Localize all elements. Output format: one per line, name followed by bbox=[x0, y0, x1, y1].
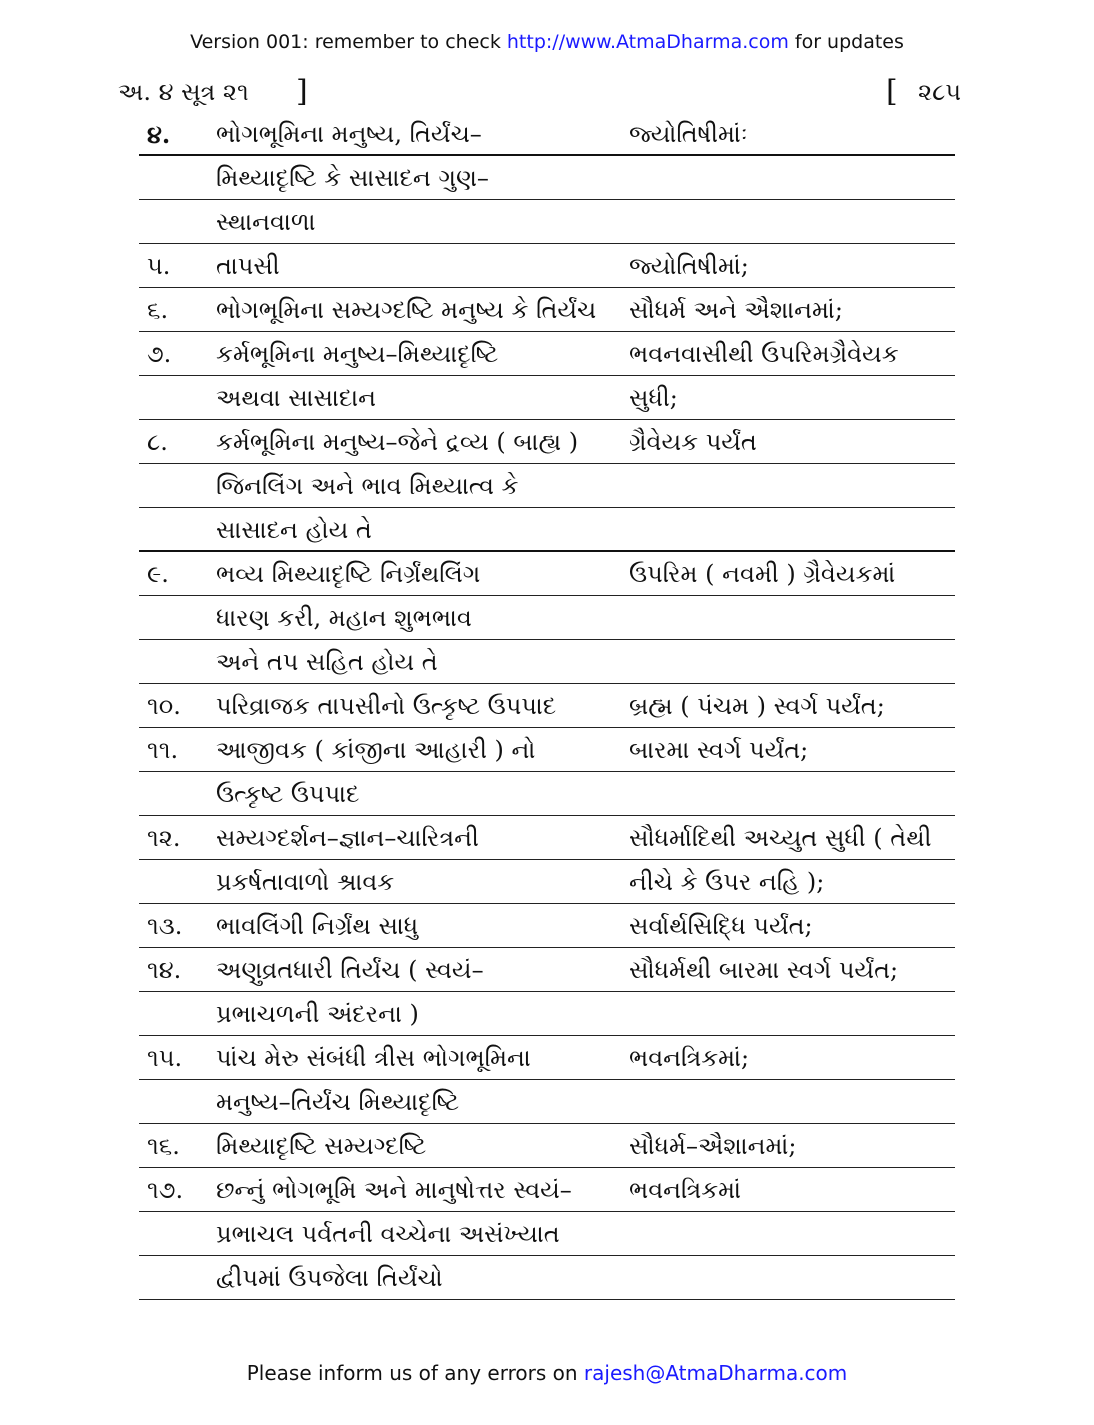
row-description: પ્રભાચલ પર્વતની વચ્ચેના અસંખ્યાત bbox=[216, 1220, 560, 1248]
row-description: અથવા સાસાદાન bbox=[216, 384, 377, 412]
row-destination: સુધી; bbox=[629, 384, 678, 412]
table-row bbox=[139, 640, 955, 684]
table-row bbox=[139, 772, 955, 816]
table-row bbox=[139, 288, 955, 332]
row-destination: સૌધર્મ અને ઐશાનમાં; bbox=[629, 296, 843, 324]
row-number: ૧૧. bbox=[147, 736, 179, 764]
row-number: ૧૭. bbox=[147, 1176, 184, 1204]
row-description: ભવ્ય મિથ્યાદૃષ્ટિ નિર્ગ્રંથલિંગ bbox=[216, 560, 481, 588]
rebirth-table bbox=[139, 112, 955, 1300]
errors-note bbox=[0, 1361, 1094, 1385]
table-row bbox=[139, 244, 955, 288]
row-description: પાંચ મેરુ સંબંધી ત્રીસ ભોગભૂમિના bbox=[216, 1044, 531, 1072]
row-destination: ગ્રૈવેયક પર્યંત bbox=[629, 428, 757, 456]
row-number: ૫. bbox=[147, 252, 171, 280]
table-row bbox=[139, 420, 955, 464]
row-number: ૧૪. bbox=[147, 956, 182, 984]
row-description: તાપસી bbox=[216, 252, 280, 280]
row-destination: સર્વાર્થસિદ્ધિ પર્યંત; bbox=[629, 912, 813, 940]
row-description: જિનલિંગ અને ભાવ મિથ્યાત્વ કે bbox=[216, 472, 519, 500]
table-row bbox=[139, 992, 955, 1036]
table-row bbox=[139, 200, 955, 244]
row-destination: ભવનવાસીથી ઉપરિમગ્રૈવેયક bbox=[629, 340, 899, 368]
table-row bbox=[139, 816, 955, 860]
row-destination: જ્યોતિષીમાંઃ bbox=[629, 120, 748, 148]
table-row bbox=[139, 464, 955, 508]
row-destination: સૌધર્મથી બારમા સ્વર્ગ પર્યંત; bbox=[629, 956, 899, 984]
row-number: ૧૬. bbox=[147, 1132, 180, 1160]
table-row bbox=[139, 1080, 955, 1124]
table-row bbox=[139, 596, 955, 640]
table-row bbox=[139, 552, 955, 596]
table-row bbox=[139, 684, 955, 728]
row-description: ધારણ કરી, મહાન શુભભાવ bbox=[216, 604, 472, 632]
row-description: ભોગભૂમિના મનુષ્ય, તિર્યંચ– bbox=[216, 120, 482, 148]
table-row bbox=[139, 376, 955, 420]
row-description: સમ્યગ્દર્શન–જ્ઞાન–ચારિત્રની bbox=[216, 824, 479, 852]
table-row bbox=[139, 1124, 955, 1168]
row-destination: સૌધર્માદિથી અચ્યુત સુધી ( તેથી bbox=[629, 824, 932, 852]
row-number: ૧૦. bbox=[147, 692, 181, 720]
atmadharma-link[interactable]: http://www.AtmaDharma.com bbox=[506, 31, 789, 53]
table-row bbox=[139, 332, 955, 376]
row-number: ૮. bbox=[147, 428, 168, 456]
row-destination: સૌધર્મ–ઐશાનમાં; bbox=[629, 1132, 797, 1160]
row-destination: ભવનત્રિકમાં bbox=[629, 1176, 741, 1204]
row-description: ભાવલિંગી નિર્ગ્રંથ સાધુ bbox=[216, 912, 419, 940]
row-description: આજીવક ( કાંજીના આહારી ) નો bbox=[216, 736, 536, 764]
row-description: મિથ્યાદૃષ્ટિ કે સાસાદન ગુણ– bbox=[216, 164, 489, 192]
row-description: ઉત્કૃષ્ટ ઉપપાદ bbox=[216, 780, 360, 808]
row-description: મિથ્યાદૃષ્ટિ સમ્યગ્દષ્ટિ bbox=[216, 1132, 427, 1160]
row-description: અને તપ સહિત હોય તે bbox=[216, 648, 438, 676]
row-number: ૬. bbox=[147, 296, 169, 324]
table-row bbox=[139, 1212, 955, 1256]
row-number: ૧૨. bbox=[147, 824, 181, 852]
table-row bbox=[139, 508, 955, 552]
table-row bbox=[139, 1168, 955, 1212]
row-destination: જ્યોતિષીમાં; bbox=[629, 252, 749, 280]
table-row bbox=[139, 112, 955, 156]
version-note-prefix: Version 001: remember to check bbox=[190, 31, 507, 53]
errors-note-prefix: Please inform us of any errors on bbox=[246, 1361, 584, 1385]
table-row bbox=[139, 860, 955, 904]
table-row bbox=[139, 728, 955, 772]
row-description: ભોગભૂમિના સમ્યગ્દષ્ટિ મનુષ્ય કે તિર્યંચ bbox=[216, 296, 597, 324]
row-number: ૧૩. bbox=[147, 912, 183, 940]
table-row bbox=[139, 1256, 955, 1300]
row-destination: નીચે કે ઉપર નહિ ); bbox=[629, 868, 825, 896]
row-number: ૧૫. bbox=[147, 1044, 183, 1072]
running-head-right-bracket: [ bbox=[886, 74, 898, 109]
row-number: ૭. bbox=[147, 340, 172, 368]
email-link[interactable]: rajesh@AtmaDharma.com bbox=[583, 1361, 848, 1385]
row-description: પ્રભાચળની અંદરના ) bbox=[216, 1000, 419, 1028]
table-row bbox=[139, 1036, 955, 1080]
row-description: દ્વીપમાં ઉપજેલા તિર્યંચો bbox=[216, 1264, 443, 1292]
row-description: સ્થાનવાળા bbox=[216, 208, 316, 236]
row-destination: બારમા સ્વર્ગ પર્યંત; bbox=[629, 736, 809, 764]
row-number: ૯. bbox=[147, 560, 169, 588]
running-head-left-bracket: ] bbox=[296, 74, 308, 109]
version-note-suffix: for updates bbox=[788, 31, 904, 53]
row-description: સાસાદન હોય તે bbox=[216, 516, 372, 544]
row-description: અણુવ્રતધારી તિર્યંચ ( સ્વયં– bbox=[216, 956, 484, 984]
row-description: પરિવ્રાજક તાપસીનો ઉત્કૃષ્ટ ઉપપાદ bbox=[216, 692, 557, 720]
table-row bbox=[139, 904, 955, 948]
row-number: ૪. bbox=[147, 120, 171, 149]
page-number: ૨૮૫ bbox=[918, 78, 962, 106]
row-destination: બ્રહ્મ ( પંચમ ) સ્વર્ગ પર્યંત; bbox=[629, 692, 885, 720]
row-description: કર્મભૂમિના મનુષ્ય–મિથ્યાદૃષ્ટિ bbox=[216, 340, 499, 368]
row-description: છન્નું ભોગભૂમિ અને માનુષોત્તર સ્વયં– bbox=[216, 1176, 572, 1204]
version-note bbox=[0, 31, 1094, 53]
row-description: કર્મભૂમિના મનુષ્ય–જેને દ્રવ્ય ( બાહ્ય ) bbox=[216, 428, 579, 456]
row-description: મનુષ્ય–તિર્યંચ મિથ્યાદૃષ્ટિ bbox=[216, 1088, 460, 1116]
table-row bbox=[139, 948, 955, 992]
running-head-left: અ. ૪ સૂત્ર ૨૧ bbox=[118, 78, 249, 106]
row-destination: ભવનત્રિકમાં; bbox=[629, 1044, 750, 1072]
row-description: પ્રકર્ષતાવાળો શ્રાવક bbox=[216, 868, 395, 896]
table-row bbox=[139, 156, 955, 200]
row-destination: ઉપરિમ ( નવમી ) ગ્રૈવેયકમાં bbox=[629, 560, 896, 588]
